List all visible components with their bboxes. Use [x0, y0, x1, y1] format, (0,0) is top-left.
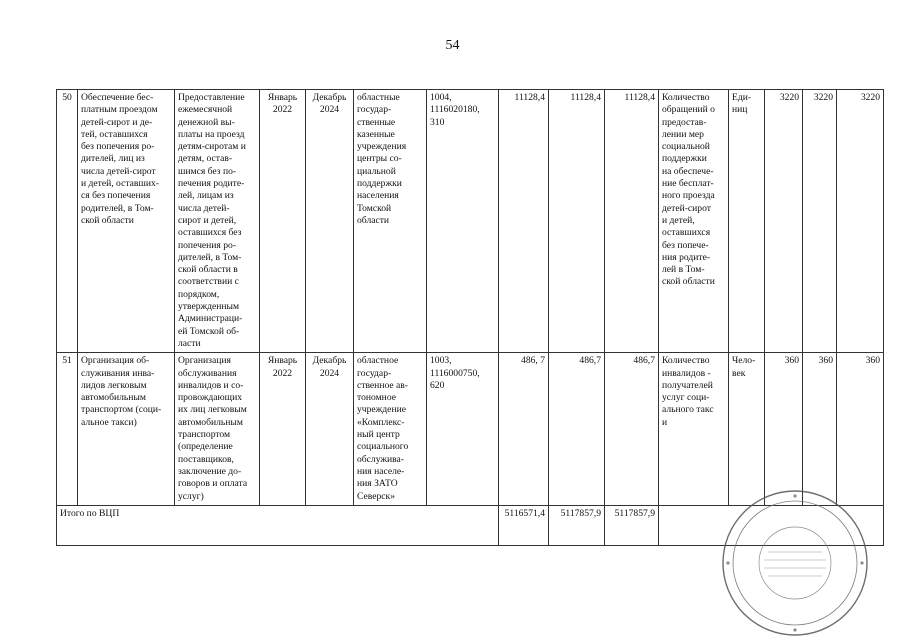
total-value-2: 5117857,9	[549, 505, 605, 545]
row-number: 51	[57, 353, 78, 506]
executor: областные государ- ственные казенные учреждения центры со- циальной поддержки населения Томской области	[354, 90, 427, 353]
target-value-1: 3220	[765, 90, 803, 353]
event-name: Обеспечение бес- платным проездом детей-сирот и де- тей, оставшихся без попечения ро- дителей, лиц из числа детей-сирот и детей, оставших- ся без попечения родителей, в Том- ской области	[78, 90, 175, 353]
start-date: Январь 2022	[260, 90, 306, 353]
end-date: Декабрь 2024	[306, 353, 354, 506]
total-value-3: 5117857,9	[605, 505, 659, 545]
unit: Чело- век	[729, 353, 765, 506]
funding-value-2: 11128,4	[549, 90, 605, 353]
total-value-1: 5116571,4	[499, 505, 549, 545]
event-description: Предоставление ежемесячной денежной вы- платы на проезд детям-сиротам и детям, остав- шимся без по- печения родите- лей, лицам из числа детей- сирот и детей, оставшихся без попечения ро- дителей, в Том- ской области в соответствии с порядком, утвержденным Администраци- ей Томской об- ласти	[175, 90, 260, 353]
total-label: Итого по ВЦП	[57, 505, 499, 545]
unit: Еди- ниц	[729, 90, 765, 353]
funding-value-2: 486,7	[549, 353, 605, 506]
target-value-2: 3220	[803, 90, 837, 353]
target-value-2: 360	[803, 353, 837, 506]
target-value-3: 360	[837, 353, 884, 506]
target-value-3: 3220	[837, 90, 884, 353]
funding-value-1: 11128,4	[499, 90, 549, 353]
table-row	[57, 353, 884, 506]
budget-codes: 1004, 1116020180, 310	[427, 90, 499, 353]
budget-codes: 1003, 1116000750, 620	[427, 353, 499, 506]
event-description: Организация обслуживания инвалидов и со- провождающих их лиц легковым автомобильным транспортом (определение поставщиков, заключение до- говоров и оплата услуг)	[175, 353, 260, 506]
row-number: 50	[57, 90, 78, 353]
indicator: Количество обращений о предостав- лении мер социальной поддержки на обеспече- ние бесплат- ного проезда детей-сирот и детей, оставшихся без попече- ния родите- лей в Том- ской области	[659, 90, 729, 353]
end-date: Декабрь 2024	[306, 90, 354, 353]
start-date: Январь 2022	[260, 353, 306, 506]
indicator: Количество инвалидов - получателей услуг соци- ального такс и	[659, 353, 729, 506]
funding-value-3: 11128,4	[605, 90, 659, 353]
table-row	[57, 90, 884, 353]
target-value-1: 360	[765, 353, 803, 506]
executor: областное государ- ственное ав- тономное учреждение «Комплекс- ный центр социального обслужива- ния населе- ния ЗАТО Северск»	[354, 353, 427, 506]
funding-value-3: 486,7	[605, 353, 659, 506]
funding-value-1: 486, 7	[499, 353, 549, 506]
total-row	[57, 505, 884, 545]
page-number: 54	[445, 38, 460, 53]
event-name: Организация об- служивания инва- лидов легковым автомобильным транспортом (соци- альное такси)	[78, 353, 175, 506]
total-blank	[659, 505, 884, 545]
program-table	[56, 89, 884, 546]
